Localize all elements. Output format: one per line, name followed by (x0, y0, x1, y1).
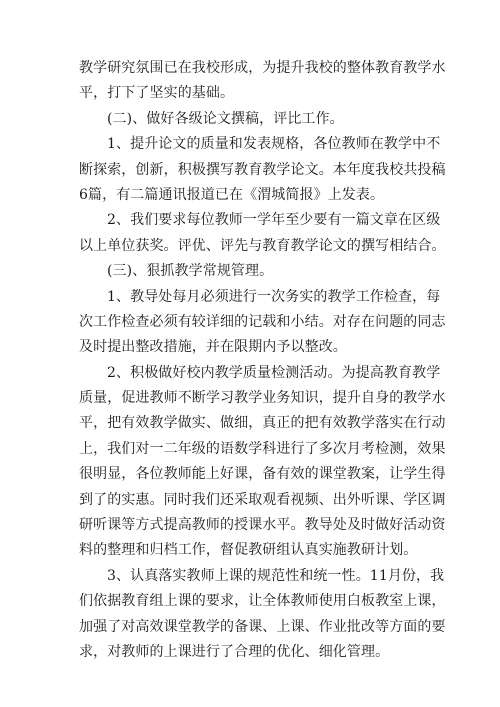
document-body (79, 56, 446, 665)
text-line: 们依据教育组上课的要求，让全体教师使用白板教室上课， (79, 593, 446, 610)
text-line: 教学研究氛围已在我校形成，为提升我校的整体教育教学水 (79, 60, 446, 76)
text-line: 质量，促进教师不断学习教学业务知识，提升自身的教学水 (79, 390, 446, 407)
section-heading: (三)、狠抓教学常规管理。 (107, 263, 274, 280)
text-line: 平，打下了坚实的基础。 (79, 85, 235, 102)
text-line: 很明显，各位教师能上好课，备有效的课堂教案，让学生得 (79, 466, 446, 483)
text-line: 2、积极做好校内教学质量检测活动。为提高教育教学 (107, 364, 441, 381)
text-line: 1、教导处每月必须进行一次务实的教学工作检查，每 (107, 288, 441, 305)
text-line: 及时提出整改措施，并在限期内予以整改。 (79, 339, 347, 356)
text-line: 1、提升论文的质量和发表规格，各位教师在教学中不 (107, 136, 441, 153)
text-line: 求，对教师的上课进行了合理的优化、细化管理。 (79, 643, 390, 660)
text-line: 2、我们要求每位教师一学年至少要有一篇文章在区级 (107, 212, 441, 229)
text-line: 3、认真落实教师上课的规范性和统一性。11月份，我 (107, 567, 445, 584)
text-line: 上，我们对一二年级的语数学科进行了多次月考检测，效果 (79, 440, 446, 457)
text-line: 料的整理和归档工作，督促教研组认真实施教研计划。 (79, 542, 418, 559)
text-line: 到了的实惠。同时我们还采取观看视频、出外听课、学区调 (79, 491, 446, 508)
text-line: 次工作检查必须有较详细的记载和小结。对存在问题的同志 (79, 313, 446, 330)
text-line: 加强了对高效课堂教学的备课、上课、作业批改等方面的要 (79, 618, 446, 635)
text-line: 以上单位获奖。评优、评先与教育教学论文的撰写相结合。 (79, 237, 446, 254)
text-line: 平，把有效教学做实、做细，真正的把有效教学落实在行动 (79, 415, 446, 432)
text-line: 研听课等方式提高教师的授课水平。教导处及时做好活动资 (79, 517, 446, 534)
section-heading: (二)、做好各级论文撰稿，评比工作。 (107, 110, 344, 127)
text-line: 断探索，创新，积极撰写教育教学论文。本年度我校共投稿 (79, 161, 446, 178)
text-line: 6篇，有二篇通讯报道已在《渭城简报》上发表。 (79, 186, 385, 203)
